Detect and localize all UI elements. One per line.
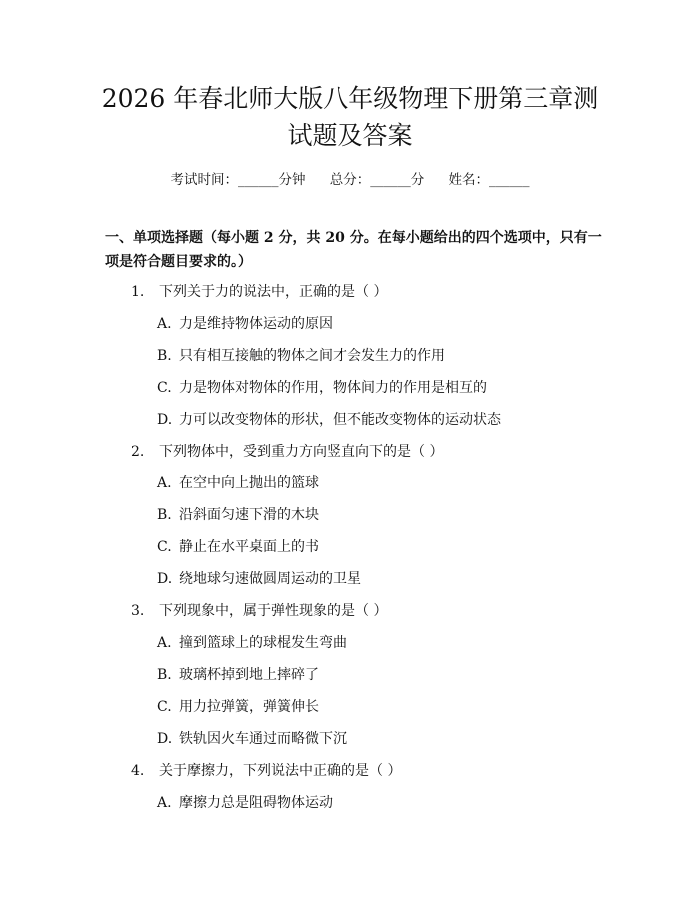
option-3c: [157, 697, 319, 717]
question-text: 下列关于力的说法中，正确的是（ ）: [159, 284, 388, 300]
option-2d: [157, 569, 361, 589]
option-text: 静止在水平桌面上的书: [179, 539, 319, 555]
option-3a: [157, 633, 347, 653]
option-text: 在空中向上抛出的篮球: [179, 475, 319, 491]
option-text: 只有相互接触的物体之间才会发生力的作用: [179, 348, 445, 364]
option-text: 撞到篮球上的球棍发生弯曲: [179, 635, 347, 651]
option-text: 力可以改变物体的形状，但不能改变物体的运动状态: [179, 412, 501, 428]
option-2c: [157, 537, 319, 557]
question-number: 3.: [131, 603, 145, 619]
option-text: 力是维持物体运动的原因: [179, 316, 333, 332]
option-text: 沿斜面匀速下滑的木块: [179, 507, 319, 523]
exam-meta: [0, 168, 700, 188]
title-line-2: 试题及答案: [287, 121, 413, 150]
option-1c: [157, 378, 487, 398]
option-label: A.: [157, 316, 172, 332]
option-text: 力是物体对物体的作用，物体间力的作用是相互的: [179, 380, 487, 396]
question-text: 关于摩擦力，下列说法中正确的是（ ）: [159, 763, 402, 779]
option-label: C.: [157, 539, 172, 555]
option-1d: [157, 410, 501, 430]
option-label: D.: [157, 412, 173, 428]
question-number: 4.: [131, 763, 145, 779]
option-2a: [157, 473, 319, 493]
exam-score: 总分：______分: [329, 172, 425, 188]
option-4a: [157, 793, 333, 813]
option-1b: [157, 346, 445, 366]
option-label: A.: [157, 475, 172, 491]
question-text: 下列物体中，受到重力方向竖直向下的是（ ）: [159, 444, 444, 460]
question-number: 1.: [131, 284, 145, 300]
option-text: 绕地球匀速做圆周运动的卫星: [179, 571, 361, 587]
option-label: C.: [157, 380, 172, 396]
option-label: B.: [157, 507, 172, 523]
question-3: [131, 601, 387, 621]
option-label: B.: [157, 667, 172, 683]
option-text: 铁轨因火车通过而略微下沉: [179, 731, 347, 747]
section-header: 一、单项选择题（每小题 2 分，共 20 分。在每小题给出的四个选项中，只有一项是符合题目要求的。）: [105, 230, 602, 270]
option-text: 用力拉弹簧，弹簧伸长: [179, 699, 319, 715]
option-text: 摩擦力总是阻碍物体运动: [179, 795, 333, 811]
question-1: [131, 282, 387, 302]
question-2: [131, 442, 443, 462]
option-label: D.: [157, 571, 173, 587]
question-number: 2.: [131, 444, 145, 460]
document-title: [90, 80, 610, 154]
option-label: A.: [157, 795, 172, 811]
option-text: 玻璃杯掉到地上摔碎了: [179, 667, 319, 683]
question-4: [131, 761, 401, 781]
exam-name: 姓名：______: [448, 172, 530, 188]
option-label: A.: [157, 635, 172, 651]
title-line-1: 2026 年春北师大版八年级物理下册第三章测: [101, 84, 599, 113]
question-text: 下列现象中，属于弹性现象的是（ ）: [159, 603, 388, 619]
option-label: C.: [157, 699, 172, 715]
exam-time: 考试时间：______分钟: [170, 172, 306, 188]
option-3d: [157, 729, 347, 749]
option-2b: [157, 505, 319, 525]
option-label: B.: [157, 348, 172, 364]
option-3b: [157, 665, 319, 685]
option-1a: [157, 314, 333, 334]
option-label: D.: [157, 731, 173, 747]
